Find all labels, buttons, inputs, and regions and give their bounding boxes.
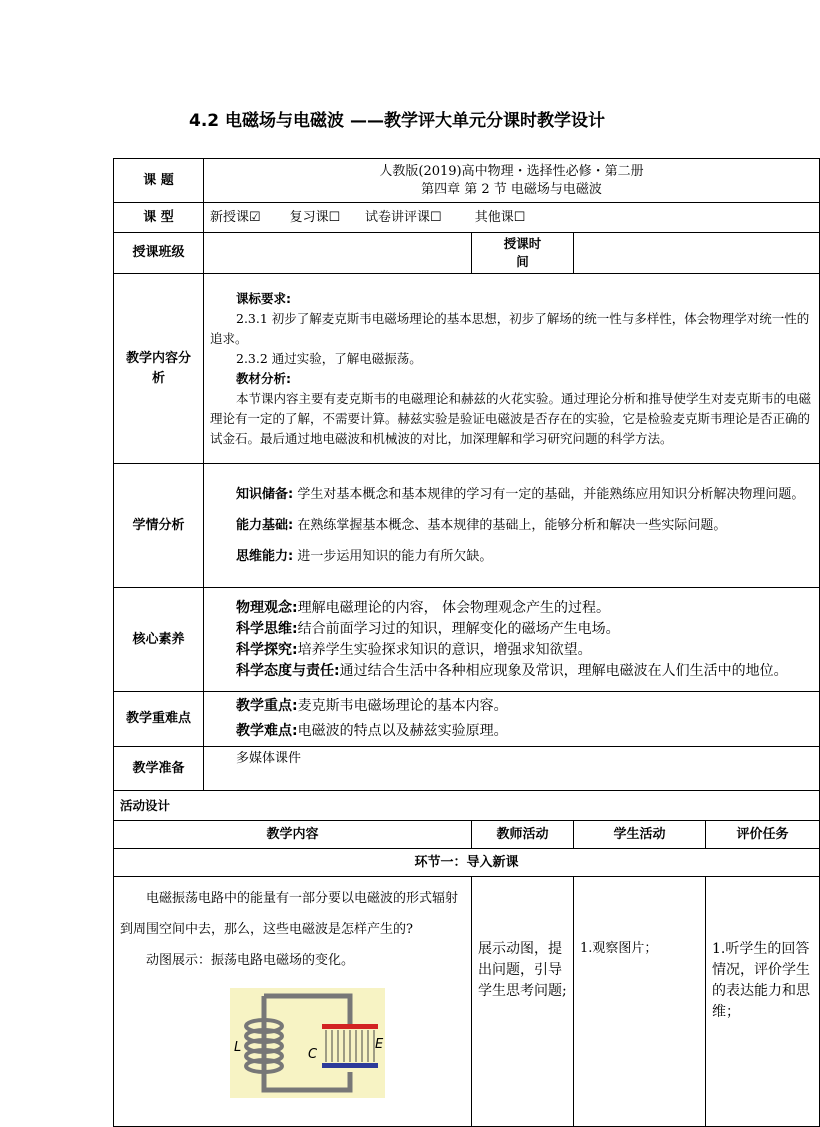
core-value — [204, 588, 820, 692]
textbook-heading: 教材分析: — [236, 370, 291, 386]
capacitor-plate-top — [322, 1024, 378, 1029]
core-key-1: 物理观念: — [236, 599, 298, 616]
core-item-1 — [210, 598, 813, 619]
student-item-1 — [210, 479, 813, 510]
prep-value — [204, 747, 820, 791]
row-headers — [114, 821, 820, 849]
activity-label: 活动设计 — [114, 791, 820, 821]
student-val-3: 进一步运用知识的能力有所欠缺。 — [293, 549, 493, 564]
row-section-1 — [114, 849, 820, 877]
s1-eval: 1.听学生的回答情况，评价学生的表达能力和思维； — [706, 877, 820, 1127]
capacitor-label: C — [308, 1047, 318, 1062]
time-label-line-2: 间 — [516, 254, 529, 269]
student-item-2 — [210, 510, 813, 541]
header-eval: 评价任务 — [706, 821, 820, 849]
core-key-2: 科学思维: — [236, 620, 298, 637]
core-key-3: 科学探究: — [236, 641, 298, 658]
content-label — [114, 274, 204, 464]
content-label-line-2: 析 — [151, 370, 165, 386]
row-section-1-body — [114, 877, 820, 1127]
prep-text: 多媒体课件 — [236, 751, 302, 766]
key-key-1: 教学重点: — [236, 698, 298, 714]
textbook-analysis: 本节课内容主要有麦克斯韦的电磁理论和赫兹的火花实验。通过理论分析和推导使学生对麦克斯韦的电磁理论有一定的了解，不需要计算。赫兹实验是验证电磁波是否存在的实验，它是检验麦克斯韦理论是否正确的试金石。最后通过地电磁波和机械波的对比，加深理解和学习研究问题的科学方法。 — [210, 390, 812, 446]
core-item-4 — [210, 661, 813, 682]
page-title: 4.2 电磁场与电磁波 ——教学评大单元分课时教学设计 — [189, 111, 605, 131]
key-item-2 — [210, 719, 813, 744]
lc-oscillation-diagram — [230, 988, 385, 1098]
s1-student: 1.观察图片； — [574, 877, 706, 1127]
student-key-3: 思维能力: — [236, 549, 294, 564]
student-label: 学情分析 — [114, 464, 204, 588]
type-value: 新授课☑ 复习课☐ 试卷讲评课☐ 其他课☐ — [204, 203, 820, 233]
key-label: 教学重难点 — [114, 692, 204, 747]
key-val-2: 电磁波的特点以及赫兹实验原理。 — [297, 723, 508, 739]
field-label: E — [375, 1037, 384, 1052]
header-content: 教学内容 — [114, 821, 472, 849]
student-key-2: 能力基础: — [236, 518, 294, 533]
s1-content-text-2: 动图展示：振荡电路电磁场的变化。 — [146, 953, 355, 968]
core-label: 核心素养 — [114, 588, 204, 692]
core-val-1: 理解电磁理论的内容， 体会物理观念产生的过程。 — [297, 599, 611, 616]
row-key-difficult — [114, 692, 820, 747]
content-value — [204, 274, 820, 464]
row-class — [114, 233, 820, 274]
row-activity — [114, 791, 820, 821]
capacitor-plate-bottom — [322, 1063, 378, 1068]
type-label: 课 型 — [114, 203, 204, 233]
student-key-1: 知识储备: — [236, 487, 294, 502]
lesson-plan-table — [113, 158, 820, 1127]
class-label: 授课班级 — [114, 233, 204, 274]
student-val-1: 学生对基本概念和基本规律的学习有一定的基础，并能熟练应用知识分析解决物理问题。 — [293, 487, 805, 502]
topic-value — [204, 159, 820, 203]
s1-teacher: 展示动图，提出问题，引导学生思考问题; — [472, 877, 574, 1127]
row-content-analysis — [114, 274, 820, 464]
topic-label: 课 题 — [114, 159, 204, 203]
header-student: 学生活动 — [574, 821, 706, 849]
core-item-2 — [210, 619, 813, 640]
student-value — [204, 464, 820, 588]
class-value — [204, 233, 472, 274]
student-item-3 — [210, 541, 813, 572]
curriculum-item-2: 2.3.2 通过实验，了解电磁振荡。 — [236, 350, 422, 366]
core-val-3: 培养学生实验探求知识的意识，增强求知欲望。 — [297, 641, 592, 658]
row-core-literacy — [114, 588, 820, 692]
topic-line-1: 人教版(2019)高中物理・选择性必修・第二册 — [379, 163, 644, 179]
prep-label: 教学准备 — [114, 747, 204, 791]
row-preparation — [114, 747, 820, 791]
core-key-4: 科学态度与责任: — [236, 662, 340, 679]
curriculum-item-1: 2.3.1 初步了解麦克斯韦电磁场理论的基本思想，初步了解场的统一性与多样性，体会物理学对统一性的追求。 — [210, 310, 810, 346]
time-label-line-1: 授课时 — [503, 236, 542, 251]
topic-line-2: 第四章 第 2 节 电磁场与电磁波 — [421, 181, 602, 197]
core-item-3 — [210, 640, 813, 661]
key-item-1 — [210, 694, 813, 719]
time-label — [472, 233, 574, 274]
content-label-line-1: 教学内容分 — [125, 350, 191, 366]
student-val-2: 在熟练掌握基本概念、基本规律的基础上，能够分析和解决一些实际问题。 — [293, 518, 727, 533]
core-val-2: 结合前面学习过的知识，理解变化的磁场产生电场。 — [297, 620, 620, 637]
header-teacher: 教师活动 — [472, 821, 574, 849]
row-topic — [114, 159, 820, 203]
key-key-2: 教学难点: — [236, 723, 298, 739]
section-1-title: 环节一：导入新课 — [114, 849, 820, 877]
inductor-label: L — [234, 1040, 242, 1055]
row-student-analysis — [114, 464, 820, 588]
s1-content-text-1: 电磁振荡电路中的能量有一部分要以电磁波的形式辐射到周围空间中去，那么，这些电磁波是怎样产生的? — [120, 891, 459, 937]
s1-content — [114, 877, 472, 1127]
key-val-1: 麦克斯韦电磁场理论的基本内容。 — [297, 698, 508, 714]
time-value — [574, 233, 820, 274]
core-val-4: 通过结合生活中各种相应现象及常识，理解电磁波在人们生活中的地位。 — [339, 662, 788, 679]
row-type — [114, 203, 820, 233]
key-value — [204, 692, 820, 747]
curriculum-heading: 课标要求: — [236, 290, 291, 306]
